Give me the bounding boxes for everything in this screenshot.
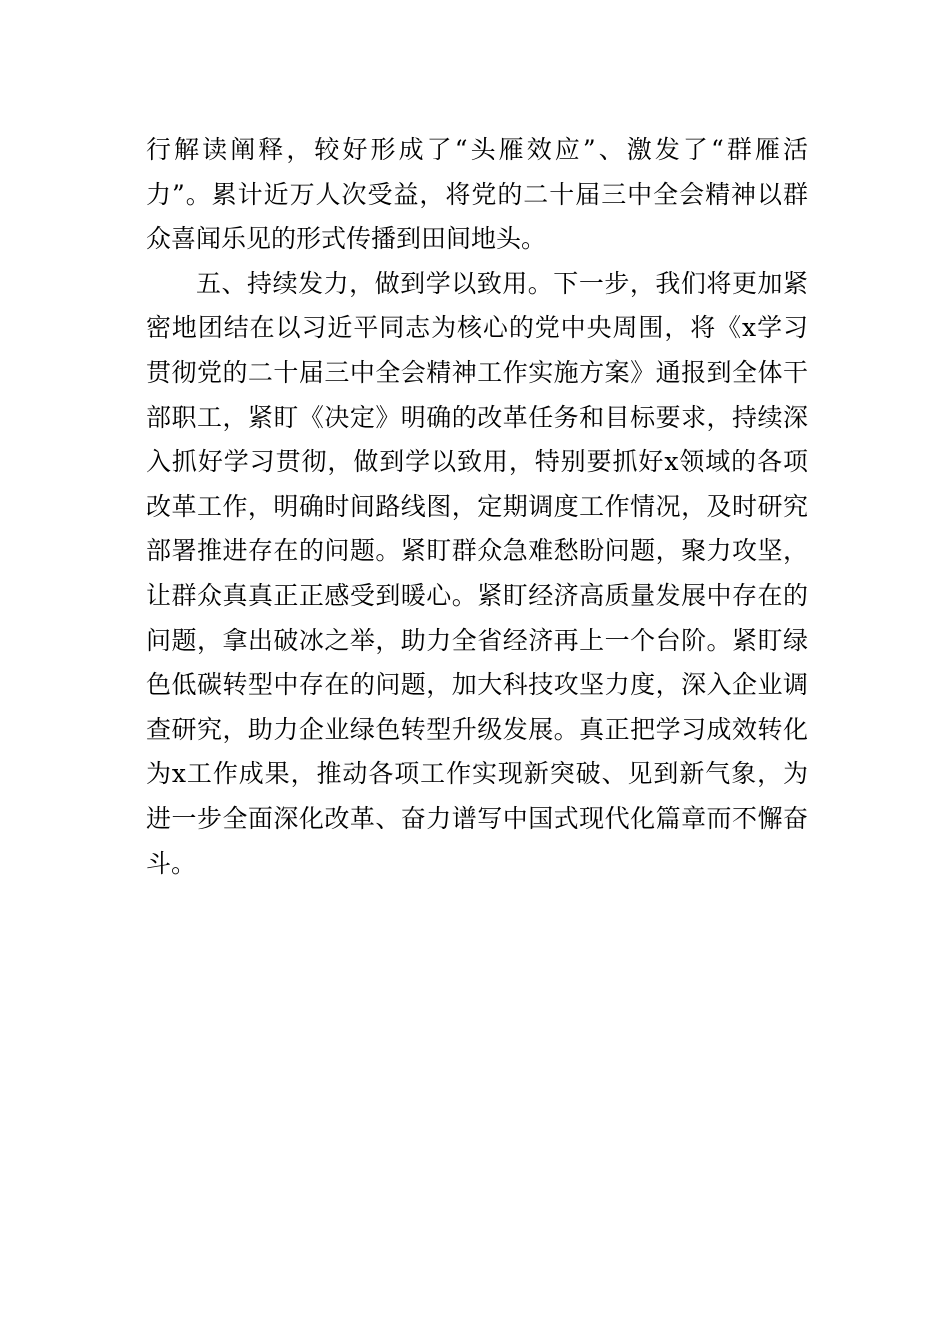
document-body — [146, 128, 808, 886]
paragraph-line: 部署推进存在的问题。紧盯群众急难愁盼问题，聚力攻坚， — [146, 536, 808, 566]
paragraph-line: 让群众真真正正感受到暖心。紧盯经济高质量发展中存在的 — [146, 580, 808, 610]
paragraph-line: 斗。 — [146, 848, 197, 878]
paragraph-line: 密地团结在以习近平同志为核心的党中央周围，将《x学习 — [146, 313, 808, 343]
paragraph-line: 部职工，紧盯《决定》明确的改革任务和目标要求，持续深 — [146, 402, 808, 432]
paragraph-line: 色低碳转型中存在的问题，加大科技攻坚力度，深入企业调 — [146, 670, 808, 700]
paragraph-line: 众喜闻乐见的形式传播到田间地头。 — [146, 224, 547, 254]
paragraph-line: 行解读阐释，较好形成了“头雁效应”、激发了“群雁活 — [146, 135, 808, 164]
paragraph-line: 力”。累计近万人次受益，将党的二十届三中全会精神以群 — [146, 179, 808, 209]
paragraph-line: 查研究，助力企业绿色转型升级发展。真正把学习成效转化 — [146, 714, 808, 744]
paragraph-line: 为x工作成果，推动各项工作实现新突破、见到新气象，为 — [146, 759, 808, 789]
paragraph-line: 进一步全面深化改革、奋力谱写中国式现代化篇章而不懈奋 — [146, 803, 808, 833]
paragraph-2 — [146, 262, 808, 886]
paragraph-line: 五、持续发力，做到学以致用。下一步，我们将更加紧 — [196, 268, 808, 298]
paragraph-line: 入抓好学习贯彻，做到学以致用，特别要抓好x领域的各项 — [146, 447, 808, 477]
paragraph-1 — [146, 128, 808, 262]
paragraph-line: 问题，拿出破冰之举，助力全省经济再上一个台阶。紧盯绿 — [146, 625, 808, 655]
paragraph-line: 改革工作，明确时间路线图，定期调度工作情况，及时研究 — [146, 491, 808, 521]
paragraph-line: 贯彻党的二十届三中全会精神工作实施方案》通报到全体干 — [146, 357, 808, 387]
